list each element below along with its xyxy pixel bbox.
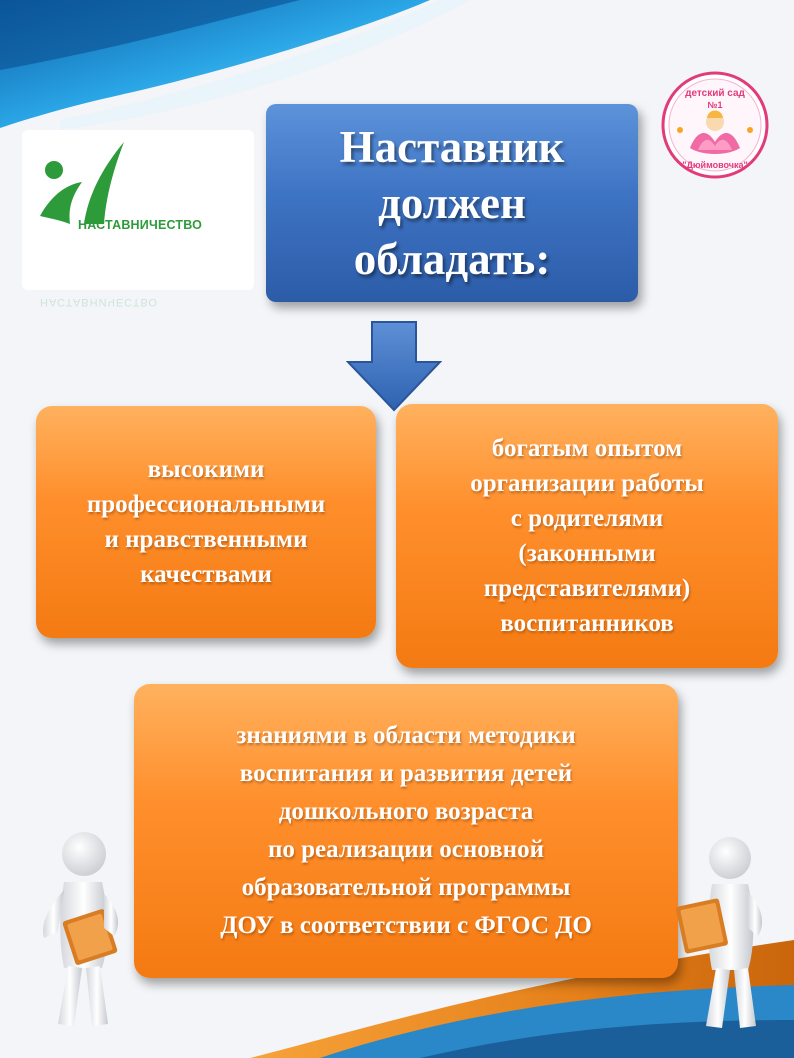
quality-box-experience	[396, 404, 778, 668]
badge-line2: №1	[707, 100, 723, 110]
quality-text-knowledge: знаниями в области методики воспитания и развития детей дошкольного возраста по реализации основной образовательной программы ДОУ в соответствии с ФГОС ДО	[220, 722, 592, 939]
mentorship-logo-text: НАСТАВНИЧЕСТВО	[78, 218, 203, 232]
mentorship-logo-icon	[32, 138, 142, 230]
badge-line1: детский сад	[685, 88, 745, 99]
quality-box-professional	[36, 406, 376, 638]
badge-line3: "Дюймовочка"	[682, 160, 748, 170]
quality-text-experience: богатым опытом организации работы с родителями (законными представителями) воспитанников	[470, 435, 704, 637]
title-box	[266, 104, 638, 302]
page-title: Наставник должен обладать:	[339, 122, 565, 284]
down-arrow-icon	[346, 320, 442, 412]
logo-reflection: НАСТАВНИЧЕСТВО	[40, 296, 158, 308]
kindergarten-badge	[660, 70, 770, 180]
person-with-clipboard-icon-right	[672, 832, 782, 1032]
person-with-clipboard-icon	[18, 828, 138, 1033]
quality-box-knowledge	[134, 684, 678, 978]
quality-text-professional: высокими профессиональными и нравственными качествами	[86, 456, 326, 588]
